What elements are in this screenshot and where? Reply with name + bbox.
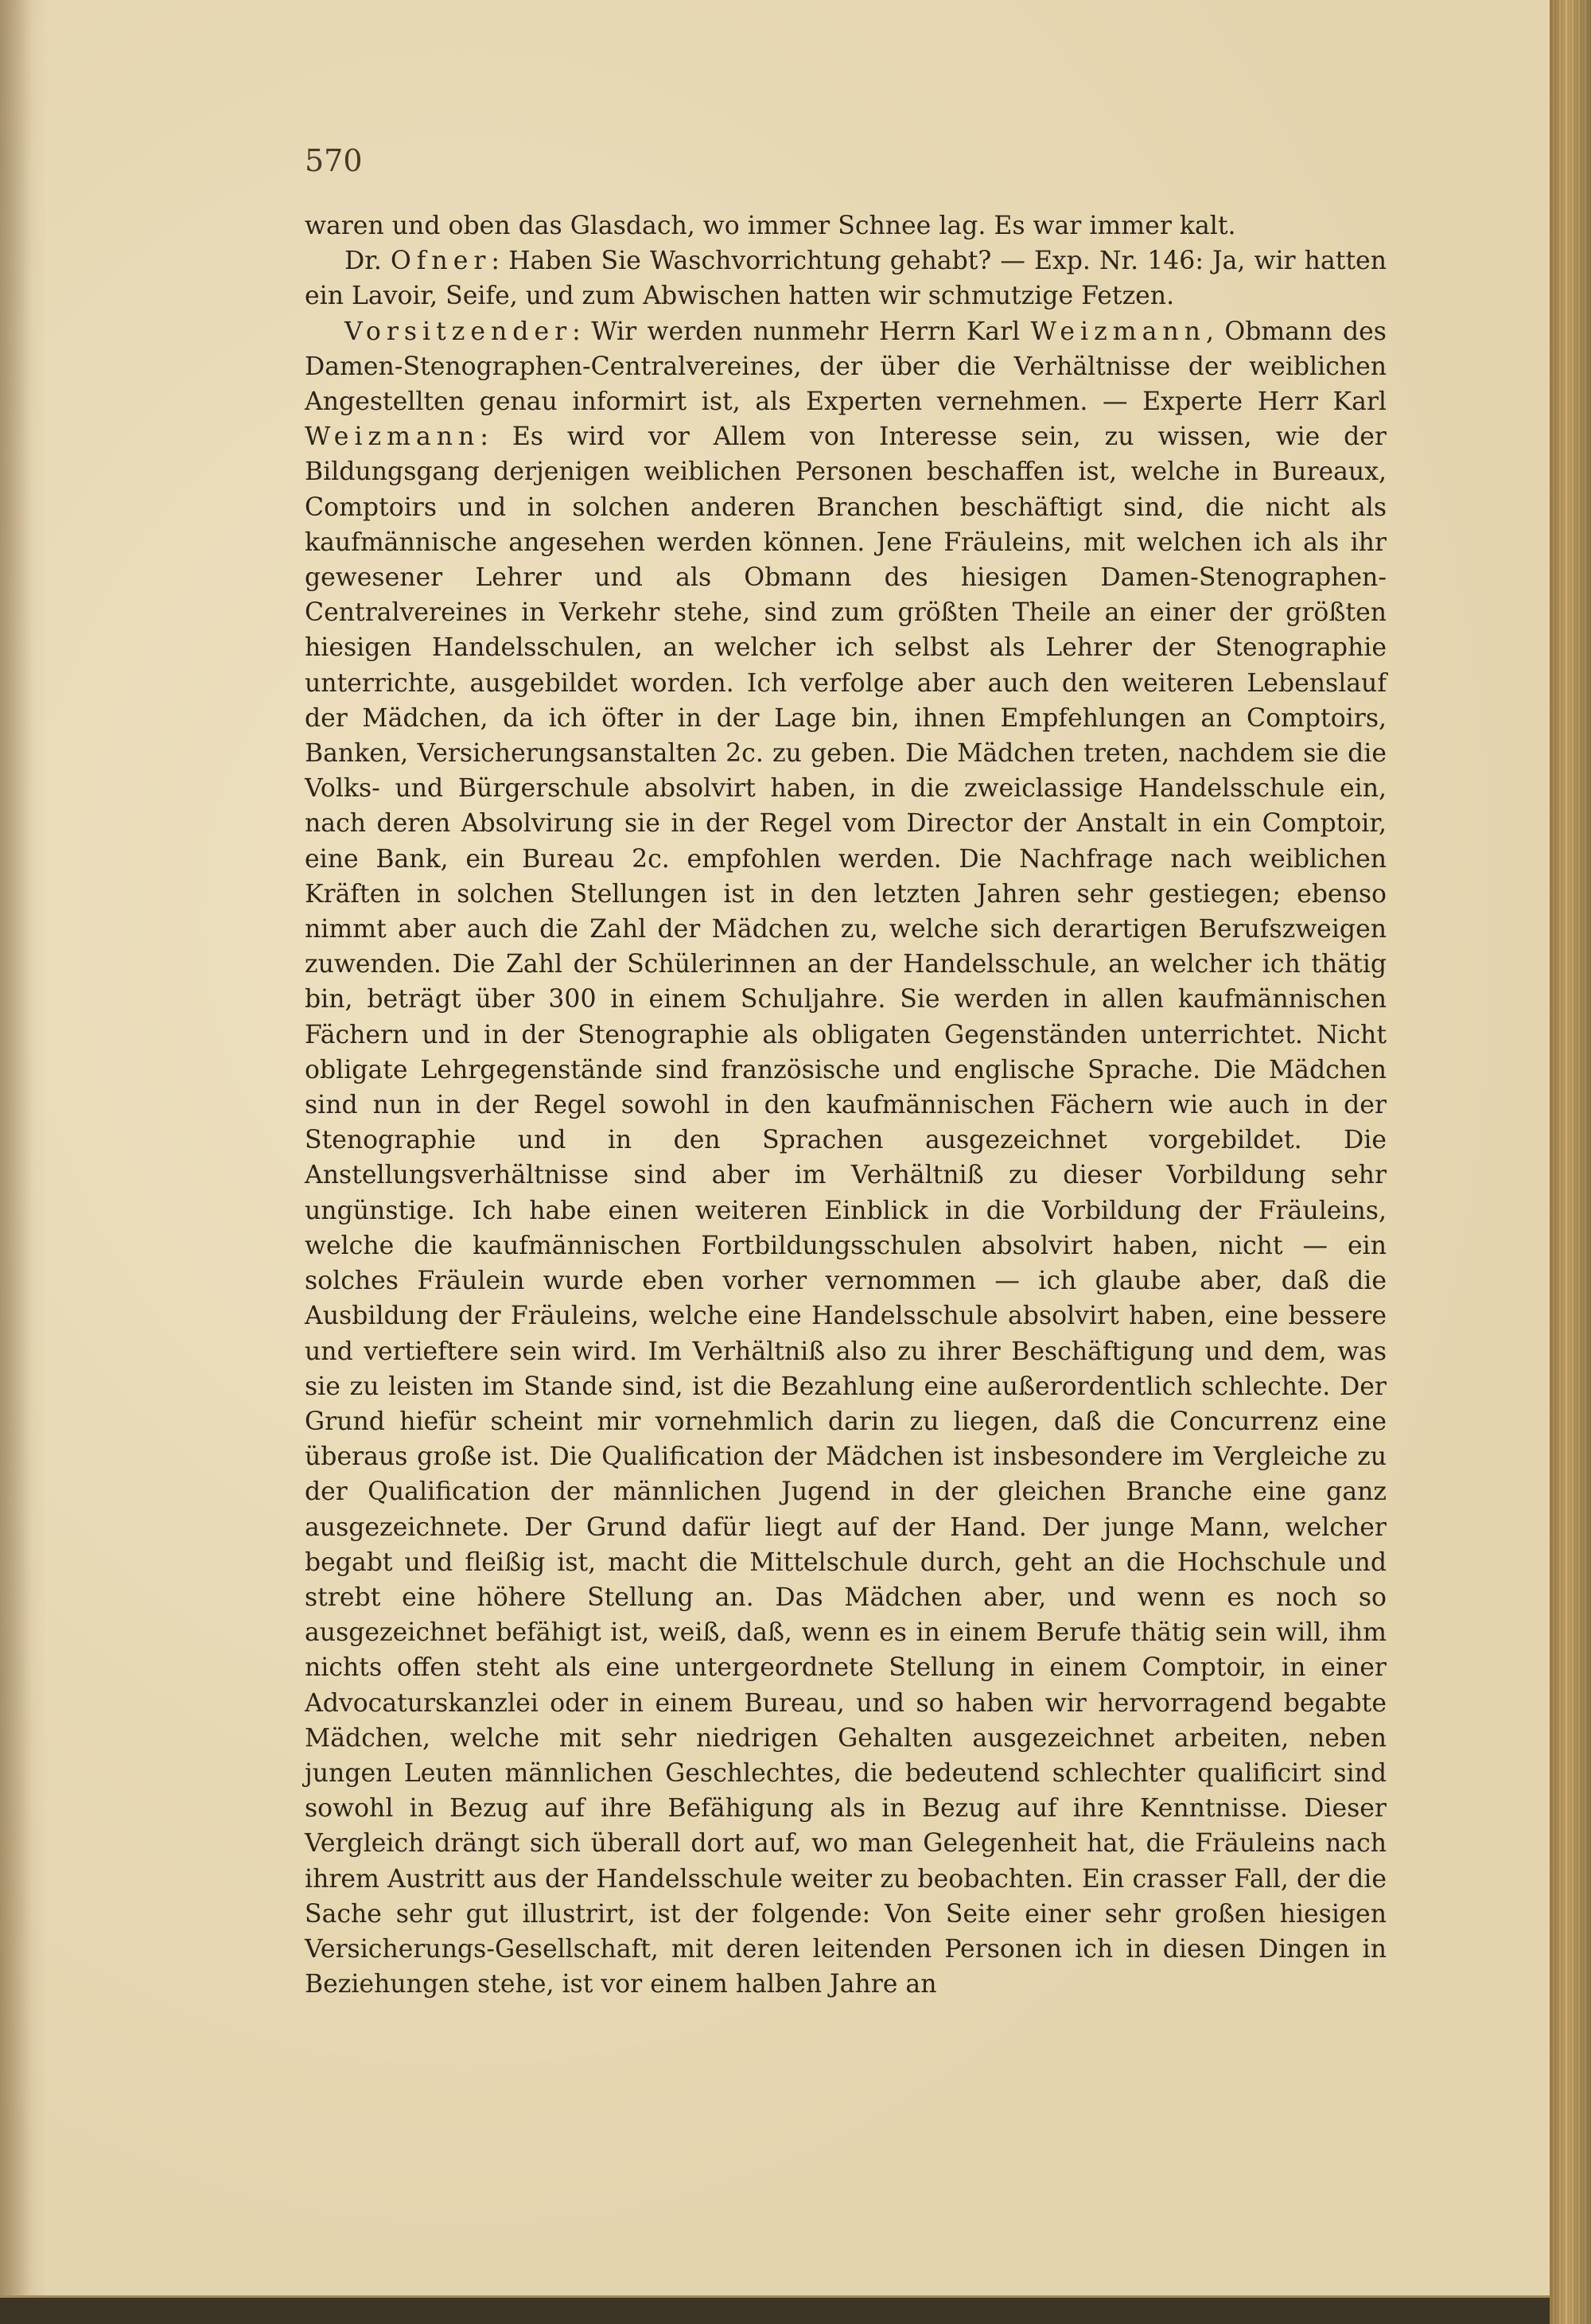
paragraph	[305, 243, 1387, 313]
text-run: waren und oben das Glasdach, wo immer Schnee lag. Es war immer kalt.	[305, 212, 1236, 240]
speaker-name: Vorsitzender	[344, 317, 573, 346]
text-run: , Obmann des Damen-Stenographen-Centralvereines, der über die Verhältnisse der weiblichen Angestellten genau informirt ist, als Experten vernehmen. — Experte Herr Karl	[305, 317, 1387, 417]
text-run: Dr.	[344, 247, 391, 276]
text-run: : Wir werden nunmehr Herrn Karl	[572, 317, 1031, 346]
expert-name: Weizmann	[305, 422, 480, 452]
paragraph	[305, 314, 1387, 2003]
paragraph	[305, 208, 1387, 243]
body-text	[305, 208, 1387, 2002]
expert-name: Weizmann	[1030, 317, 1206, 346]
speaker-name: Ofner	[390, 247, 492, 276]
page-number: 570	[305, 143, 363, 178]
text-run: : Es wird vor Allem von Interesse sein, zu wissen, wie der Bildungsgang derjenigen weiblichen Personen beschaffen ist, welche in Bureaux, Comptoirs und in solchen anderen Branchen beschäftigt sind, die nicht als kaufmännische angesehen werden können. Jene Fräuleins, mit welchen ich als ihr gewesener Lehrer und als Obmann des hiesigen Damen-Stenographen-Centralvereines in Verkehr stehe, sind zum größten Theile an einer der größten hiesigen Handelsschulen, an welcher ich selbst als Lehrer der Stenographie unterrichte, ausgebildet worden. Ich verfolge aber auch den weiteren Lebenslauf der Mädchen, da ich öfter in der Lage bin, ihnen Empfehlungen an Comptoirs, Banken, Versicherungsanstalten 2c. zu geben. Die Mädchen treten, nachdem sie die Volks- und Bürgerschule absolvirt haben, in die zweiclassige Handelsschule ein, nach deren Absolvirung sie in der Regel vom Director der Anstalt in ein Comptoir, eine Bank, ein Bureau 2c. empfohlen werden. Die Nachfrage nach weiblichen Kräften in solchen Stellungen ist in den letzten Jahren sehr gestiegen; ebenso nimmt aber auch die Zahl der Mädchen zu, welche sich derartigen Berufszweigen zuwenden. Die Zahl der Schülerinnen an der Handelsschule, an welcher ich thätig bin, beträgt über 300 in einem Schuljahre. Sie werden in allen kaufmännischen Fächern und in der Stenographie als obligaten Gegenständen unterrichtet. Nicht obligate Lehrgegenstände sind französische und englische Sprache. Die Mädchen sind nun in der Regel sowohl in den kaufmännischen Fächern wie auch in der Stenographie und in den Sprachen ausgezeichnet vorgebildet. Die Anstellungsverhältnisse sind aber im Verhältniß zu dieser Vorbildung sehr ungünstige. Ich habe einen weiteren Einblick in die Vorbildung der Fräuleins, welche die kaufmännischen Fortbildungsschulen absolvirt haben, nicht — ein solches Fräulein wurde eben vorher vernommen — ich glaube aber, daß die Ausbildung der Fräuleins, welche eine Handelsschule absolvirt haben, eine bessere und vertieftere sein wird. Im Verhältniß also zu ihrer Beschäftigung und dem, was sie zu leisten im Stande sind, ist die Bezahlung eine außerordentlich schlechte. Der Grund hiefür scheint mir vornehmlich darin zu liegen, daß die Concurrenz eine überaus große ist. Die Qualification der Mädchen ist insbesondere im Vergleiche zu der Qualification der männlichen Jugend in der gleichen Branche eine ganz ausgezeichnete. Der Grund dafür liegt auf der Hand. Der junge Mann, welcher begabt und fleißig ist, macht die Mittelschule durch, geht an die Hochschule und strebt eine höhere Stellung an. Das Mädchen aber, und wenn es noch so ausgezeichnet befähigt ist, weiß, daß, wenn es in einem Berufe thätig sein will, ihm nichts offen steht als eine untergeordnete Stellung in einem Comptoir, in einer Advocaturskanzlei oder in einem Bureau, und so haben wir hervorragend begabte Mädchen, welche mit sehr niedrigen Gehalten ausgezeichnet arbeiten, neben jungen Leuten männlichen Geschlechtes, die bedeutend schlechter qualificirt sind sowohl in Bezug auf ihre Befähigung als in Bezug auf ihre Kenntnisse. Dieser Vergleich drängt sich überall dort auf, wo man Gelegenheit hat, die Fräuleins nach ihrem Austritt aus der Handelsschule weiter zu beobachten. Ein crasser Fall, der die Sache sehr gut illustrirt, ist der folgende: Von Seite einer sehr großen hiesigen Versicherungs-Gesellschaft, mit deren leitenden Personen ich in diesen Dingen in Beziehungen stehe, ist vor einem halben Jahre an	[305, 422, 1387, 1999]
page-stack-shading	[1550, 0, 1591, 2324]
page-stack-edge	[1550, 0, 1591, 2324]
gutter-shadow	[0, 0, 32, 2295]
text-run: : Haben Sie Waschvorrichtung gehabt? — Exp. Nr. 146: Ja, wir hatten ein Lavoir, Seife, und zum Abwischen hatten wir schmutzige Fetzen.	[305, 247, 1387, 311]
